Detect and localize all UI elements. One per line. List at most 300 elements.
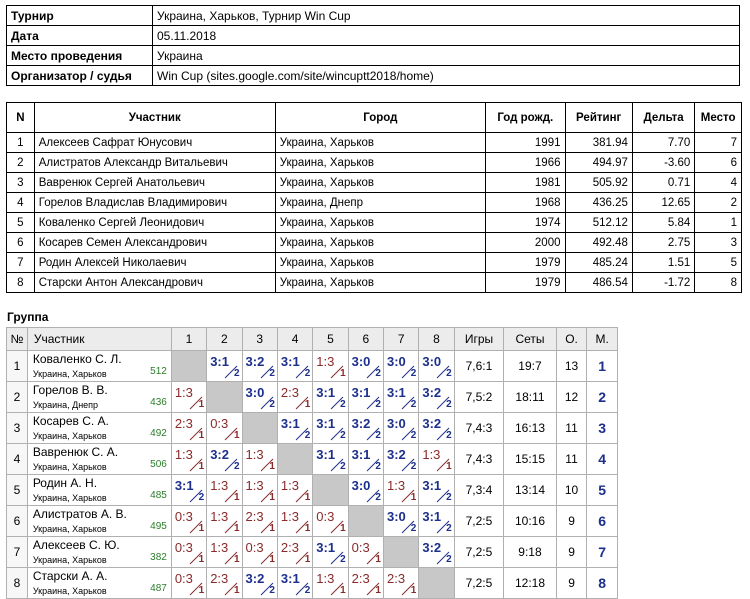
plist-header: Год рожд. bbox=[486, 103, 565, 133]
plist-cell: 8 bbox=[695, 273, 742, 293]
plist-header: Место bbox=[695, 103, 742, 133]
match-points: 2 bbox=[375, 368, 381, 379]
games-stat: 7,4:3 bbox=[454, 413, 504, 444]
plist-cell: Украина, Харьков bbox=[275, 253, 485, 273]
row-number: 1 bbox=[7, 351, 28, 382]
group-header: 1 bbox=[171, 328, 206, 351]
player-rating: 485 bbox=[150, 490, 167, 501]
match-points: 1 bbox=[304, 554, 311, 565]
match-result-cell bbox=[207, 475, 242, 506]
plist-cell: Косарев Семен Александрович bbox=[34, 233, 275, 253]
player-rating: 506 bbox=[150, 459, 167, 470]
plist-cell: 0.71 bbox=[632, 173, 694, 193]
plist-cell: 2 bbox=[7, 153, 35, 173]
match-result-cell bbox=[277, 537, 312, 568]
table-row bbox=[7, 537, 618, 568]
match-score: 1:3 bbox=[245, 447, 264, 462]
match-score: 3:0 bbox=[422, 354, 442, 369]
match-points: 2 bbox=[233, 461, 240, 472]
match-points: 2 bbox=[269, 368, 275, 379]
group-header: 5 bbox=[313, 328, 348, 351]
row-number: 3 bbox=[7, 413, 28, 444]
plist-cell: Украина, Харьков bbox=[275, 233, 485, 253]
match-points: 1 bbox=[340, 368, 346, 379]
match-points: 2 bbox=[410, 368, 417, 379]
match-result-cell bbox=[242, 382, 277, 413]
player-name: Горелов В. В. bbox=[32, 383, 108, 397]
player-city: Украина, Харьков bbox=[32, 431, 107, 441]
tournament-info-table bbox=[6, 5, 740, 86]
match-result-cell bbox=[348, 537, 383, 568]
player-rating: 487 bbox=[150, 583, 167, 594]
plist-cell: 12.65 bbox=[632, 193, 694, 213]
plist-cell: 485.24 bbox=[565, 253, 632, 273]
match-points: 2 bbox=[340, 430, 346, 441]
match-points: 1 bbox=[375, 585, 381, 596]
player-name: Алексеев С. Ю. bbox=[32, 538, 120, 552]
match-points: 1 bbox=[233, 430, 240, 441]
match-points: 1 bbox=[198, 554, 205, 565]
match-result-cell bbox=[277, 475, 312, 506]
plist-cell: Украина, Харьков bbox=[275, 213, 485, 233]
match-points: 2 bbox=[375, 399, 381, 410]
match-score: 1:3 bbox=[386, 478, 406, 493]
match-points: 1 bbox=[340, 585, 346, 596]
match-result-cell bbox=[313, 506, 348, 537]
match-result-cell bbox=[171, 382, 206, 413]
table-row bbox=[7, 133, 742, 153]
table-row bbox=[7, 173, 742, 193]
match-points: 2 bbox=[375, 461, 381, 472]
plist-cell: 1991 bbox=[486, 133, 565, 153]
points-stat: 9 bbox=[556, 537, 587, 568]
match-result-cell bbox=[383, 475, 418, 506]
match-result-cell bbox=[171, 506, 206, 537]
points-stat: 9 bbox=[556, 568, 587, 599]
match-result-cell bbox=[277, 382, 312, 413]
match-points: 1 bbox=[198, 399, 205, 410]
plist-cell: Горелов Владислав Владимирович bbox=[34, 193, 275, 213]
points-stat: 11 bbox=[556, 444, 587, 475]
self-cell bbox=[348, 506, 383, 537]
match-score: 3:1 bbox=[316, 416, 336, 431]
match-result-cell bbox=[242, 537, 277, 568]
sets-stat: 9:18 bbox=[504, 537, 557, 568]
self-cell bbox=[207, 382, 242, 413]
group-header: М. bbox=[587, 328, 618, 351]
table-row bbox=[7, 444, 618, 475]
match-score: 3:1 bbox=[386, 385, 406, 400]
match-points: 1 bbox=[269, 554, 275, 565]
plist-cell: Алексеев Сафрат Юнусович bbox=[34, 133, 275, 153]
plist-cell: 7 bbox=[7, 253, 35, 273]
place-stat: 2 bbox=[587, 382, 618, 413]
match-score: 1:3 bbox=[316, 571, 335, 586]
match-points: 1 bbox=[269, 461, 275, 472]
player-name: Алистратов А. В. bbox=[32, 507, 127, 521]
plist-cell: 1981 bbox=[486, 173, 565, 193]
group-header: О. bbox=[556, 328, 587, 351]
match-score: 3:1 bbox=[280, 354, 300, 369]
match-result-cell bbox=[419, 382, 454, 413]
match-points: 1 bbox=[410, 492, 417, 503]
plist-cell: Украина, Харьков bbox=[275, 173, 485, 193]
match-score: 1:3 bbox=[422, 447, 441, 462]
info-key: Организатор / судья bbox=[7, 66, 153, 86]
match-points: 2 bbox=[446, 492, 452, 503]
player-city: Украина, Харьков bbox=[32, 586, 107, 596]
self-cell bbox=[277, 444, 312, 475]
match-points: 2 bbox=[446, 399, 452, 410]
sets-stat: 13:14 bbox=[504, 475, 557, 506]
plist-header: Рейтинг bbox=[565, 103, 632, 133]
match-points: 2 bbox=[375, 492, 381, 503]
sets-stat: 18:11 bbox=[504, 382, 557, 413]
match-score: 2:3 bbox=[245, 509, 264, 524]
group-header: 3 bbox=[242, 328, 277, 351]
match-score: 1:3 bbox=[174, 385, 193, 400]
player-rating: 436 bbox=[150, 397, 167, 408]
plist-cell: Алистратов Александр Витальевич bbox=[34, 153, 275, 173]
player-cell bbox=[27, 413, 171, 444]
match-score: 1:3 bbox=[210, 509, 229, 524]
match-result-cell bbox=[383, 351, 418, 382]
plist-cell: -1.72 bbox=[632, 273, 694, 293]
games-stat: 7,2:5 bbox=[454, 506, 504, 537]
row-number: 6 bbox=[7, 506, 28, 537]
info-row bbox=[7, 66, 740, 86]
match-points: 2 bbox=[340, 399, 346, 410]
table-row bbox=[7, 253, 742, 273]
match-result-cell bbox=[277, 413, 312, 444]
match-score: 3:0 bbox=[351, 478, 371, 493]
match-points: 2 bbox=[304, 585, 311, 596]
player-name: Вавренюк С. А. bbox=[32, 445, 119, 459]
plist-cell: Коваленко Сергей Леонидович bbox=[34, 213, 275, 233]
match-points: 2 bbox=[410, 461, 417, 472]
plist-cell: 4 bbox=[695, 173, 742, 193]
group-crosstable bbox=[6, 327, 618, 599]
points-stat: 12 bbox=[556, 382, 587, 413]
player-cell bbox=[27, 475, 171, 506]
match-score: 0:3 bbox=[316, 509, 335, 524]
player-city: Украина, Харьков bbox=[32, 524, 107, 534]
group-header: Игры bbox=[454, 328, 504, 351]
group-header: 2 bbox=[207, 328, 242, 351]
match-score: 2:3 bbox=[280, 385, 299, 400]
match-points: 1 bbox=[410, 585, 417, 596]
match-points: 1 bbox=[340, 523, 346, 534]
match-score: 3:0 bbox=[351, 354, 371, 369]
match-result-cell bbox=[207, 413, 242, 444]
match-score: 3:1 bbox=[422, 509, 442, 524]
match-score: 3:0 bbox=[245, 385, 265, 400]
player-rating: 382 bbox=[150, 552, 167, 563]
player-rating: 512 bbox=[150, 366, 167, 377]
match-result-cell bbox=[313, 382, 348, 413]
match-score: 1:3 bbox=[210, 540, 229, 555]
match-points: 2 bbox=[233, 368, 240, 379]
match-points: 2 bbox=[410, 523, 417, 534]
sets-stat: 19:7 bbox=[504, 351, 557, 382]
place-stat: 7 bbox=[587, 537, 618, 568]
plist-cell: 4 bbox=[7, 193, 35, 213]
plist-cell: 1.51 bbox=[632, 253, 694, 273]
info-value: Украина bbox=[153, 46, 740, 66]
plist-cell: 436.25 bbox=[565, 193, 632, 213]
match-points: 1 bbox=[304, 523, 311, 534]
match-score: 3:1 bbox=[280, 416, 300, 431]
place-stat: 4 bbox=[587, 444, 618, 475]
place-stat: 1 bbox=[587, 351, 618, 382]
match-score: 3:2 bbox=[422, 540, 442, 555]
sets-stat: 10:16 bbox=[504, 506, 557, 537]
plist-cell: 2000 bbox=[486, 233, 565, 253]
match-result-cell bbox=[171, 444, 206, 475]
match-result-cell bbox=[419, 444, 454, 475]
games-stat: 7,6:1 bbox=[454, 351, 504, 382]
match-score: 3:1 bbox=[351, 447, 371, 462]
info-value: 05.11.2018 bbox=[153, 26, 740, 46]
match-score: 3:2 bbox=[386, 447, 406, 462]
match-result-cell bbox=[242, 351, 277, 382]
match-result-cell bbox=[419, 351, 454, 382]
player-name: Старски А. А. bbox=[32, 569, 108, 583]
match-points: 1 bbox=[233, 554, 240, 565]
table-row bbox=[7, 413, 618, 444]
plist-header: N bbox=[7, 103, 35, 133]
info-value: Украина, Харьков, Турнир Win Cup bbox=[153, 6, 740, 26]
match-points: 2 bbox=[375, 430, 381, 441]
info-row bbox=[7, 6, 740, 26]
match-points: 1 bbox=[375, 554, 381, 565]
plist-cell: Украина, Харьков bbox=[275, 273, 485, 293]
plist-cell: Украина, Днепр bbox=[275, 193, 485, 213]
sets-stat: 16:13 bbox=[504, 413, 557, 444]
match-score: 3:1 bbox=[316, 447, 336, 462]
match-points: 1 bbox=[233, 585, 240, 596]
plist-cell: 381.94 bbox=[565, 133, 632, 153]
match-score: 3:2 bbox=[351, 416, 371, 431]
group-header: 6 bbox=[348, 328, 383, 351]
plist-cell: 505.92 bbox=[565, 173, 632, 193]
row-number: 2 bbox=[7, 382, 28, 413]
match-result-cell bbox=[207, 506, 242, 537]
match-result-cell bbox=[348, 351, 383, 382]
match-score: 3:1 bbox=[174, 478, 194, 493]
place-stat: 8 bbox=[587, 568, 618, 599]
self-cell bbox=[313, 475, 348, 506]
match-result-cell bbox=[242, 506, 277, 537]
plist-cell: 512.12 bbox=[565, 213, 632, 233]
match-score: 3:1 bbox=[316, 540, 336, 555]
match-score: 0:3 bbox=[174, 509, 193, 524]
row-number: 8 bbox=[7, 568, 28, 599]
match-points: 2 bbox=[410, 430, 417, 441]
self-cell bbox=[383, 537, 418, 568]
match-score: 0:3 bbox=[174, 571, 193, 586]
match-result-cell bbox=[313, 351, 348, 382]
games-stat: 7,2:5 bbox=[454, 537, 504, 568]
match-score: 1:3 bbox=[245, 478, 264, 493]
self-cell bbox=[242, 413, 277, 444]
table-row bbox=[7, 506, 618, 537]
games-stat: 7,4:3 bbox=[454, 444, 504, 475]
player-cell bbox=[27, 506, 171, 537]
points-stat: 10 bbox=[556, 475, 587, 506]
match-points: 2 bbox=[304, 368, 311, 379]
plist-cell: 8 bbox=[7, 273, 35, 293]
plist-cell: 3 bbox=[695, 233, 742, 253]
match-score: 1:3 bbox=[280, 509, 299, 524]
info-key: Место проведения bbox=[7, 46, 153, 66]
match-points: 2 bbox=[446, 368, 452, 379]
group-header: № bbox=[7, 328, 28, 351]
plist-cell: 1979 bbox=[486, 253, 565, 273]
group-header: 7 bbox=[383, 328, 418, 351]
match-result-cell bbox=[419, 506, 454, 537]
row-number: 5 bbox=[7, 475, 28, 506]
match-result-cell bbox=[171, 475, 206, 506]
match-result-cell bbox=[313, 537, 348, 568]
plist-cell: 1966 bbox=[486, 153, 565, 173]
match-score: 3:1 bbox=[351, 385, 371, 400]
match-score: 1:3 bbox=[316, 354, 335, 369]
match-score: 3:1 bbox=[422, 478, 442, 493]
player-cell bbox=[27, 351, 171, 382]
match-result-cell bbox=[313, 413, 348, 444]
match-score: 1:3 bbox=[210, 478, 229, 493]
sets-stat: 12:18 bbox=[504, 568, 557, 599]
player-name: Косарев С. А. bbox=[32, 414, 109, 428]
games-stat: 7,2:5 bbox=[454, 568, 504, 599]
player-city: Украина, Харьков bbox=[32, 462, 107, 472]
info-row bbox=[7, 46, 740, 66]
match-points: 1 bbox=[198, 523, 205, 534]
match-points: 1 bbox=[269, 492, 275, 503]
plist-cell: 3 bbox=[7, 173, 35, 193]
place-stat: 6 bbox=[587, 506, 618, 537]
match-score: 1:3 bbox=[280, 478, 299, 493]
points-stat: 13 bbox=[556, 351, 587, 382]
match-score: 3:2 bbox=[422, 385, 442, 400]
plist-cell: 5 bbox=[7, 213, 35, 233]
match-points: 2 bbox=[198, 492, 205, 503]
plist-cell: 1979 bbox=[486, 273, 565, 293]
match-score: 0:3 bbox=[351, 540, 370, 555]
match-result-cell bbox=[348, 382, 383, 413]
player-name: Родин А. Н. bbox=[32, 476, 98, 490]
match-points: 2 bbox=[446, 523, 452, 534]
plist-cell: 6 bbox=[7, 233, 35, 253]
match-score: 3:0 bbox=[386, 509, 406, 524]
table-row bbox=[7, 273, 742, 293]
plist-cell: 1 bbox=[695, 213, 742, 233]
match-score: 1:3 bbox=[174, 447, 193, 462]
games-stat: 7,5:2 bbox=[454, 382, 504, 413]
plist-cell: 5.84 bbox=[632, 213, 694, 233]
plist-header: Участник bbox=[34, 103, 275, 133]
table-row bbox=[7, 153, 742, 173]
plist-cell: 1968 bbox=[486, 193, 565, 213]
match-score: 3:0 bbox=[386, 416, 406, 431]
match-score: 2:3 bbox=[174, 416, 193, 431]
match-result-cell bbox=[171, 537, 206, 568]
match-score: 3:1 bbox=[210, 354, 229, 369]
match-points: 2 bbox=[340, 461, 346, 472]
match-score: 3:2 bbox=[245, 571, 265, 586]
info-key: Дата bbox=[7, 26, 153, 46]
match-points: 1 bbox=[198, 585, 205, 596]
match-points: 2 bbox=[446, 554, 452, 565]
match-points: 1 bbox=[233, 492, 240, 503]
match-score: 3:1 bbox=[280, 571, 300, 586]
table-row bbox=[7, 475, 618, 506]
plist-cell: Вавренюк Сергей Анатольевич bbox=[34, 173, 275, 193]
match-score: 3:2 bbox=[422, 416, 442, 431]
sets-stat: 15:15 bbox=[504, 444, 557, 475]
points-stat: 9 bbox=[556, 506, 587, 537]
player-cell bbox=[27, 382, 171, 413]
match-result-cell bbox=[383, 506, 418, 537]
match-points: 2 bbox=[340, 554, 346, 565]
player-cell bbox=[27, 444, 171, 475]
plist-cell: 1974 bbox=[486, 213, 565, 233]
match-result-cell bbox=[313, 444, 348, 475]
place-stat: 3 bbox=[587, 413, 618, 444]
match-result-cell bbox=[277, 506, 312, 537]
match-score: 3:2 bbox=[210, 447, 229, 462]
match-result-cell bbox=[207, 351, 242, 382]
match-result-cell bbox=[383, 413, 418, 444]
plist-header: Город bbox=[275, 103, 485, 133]
games-stat: 7,3:4 bbox=[454, 475, 504, 506]
plist-cell: 494.97 bbox=[565, 153, 632, 173]
plist-cell: 5 bbox=[695, 253, 742, 273]
match-result-cell bbox=[207, 444, 242, 475]
group-header: 8 bbox=[419, 328, 454, 351]
match-points: 1 bbox=[304, 399, 311, 410]
plist-cell: 6 bbox=[695, 153, 742, 173]
plist-cell: Старски Антон Александрович bbox=[34, 273, 275, 293]
player-rating: 492 bbox=[150, 428, 167, 439]
plist-cell: 492.48 bbox=[565, 233, 632, 253]
match-result-cell bbox=[348, 444, 383, 475]
plist-cell: Родин Алексей Николаевич bbox=[34, 253, 275, 273]
table-row bbox=[7, 213, 742, 233]
match-result-cell bbox=[277, 351, 312, 382]
plist-cell: 2 bbox=[695, 193, 742, 213]
plist-cell: 7.70 bbox=[632, 133, 694, 153]
self-cell bbox=[171, 351, 206, 382]
plist-cell: -3.60 bbox=[632, 153, 694, 173]
info-value: Win Cup (sites.google.com/site/wincuptt2018/home) bbox=[153, 66, 740, 86]
plist-cell: 7 bbox=[695, 133, 742, 153]
match-result-cell bbox=[383, 444, 418, 475]
match-result-cell bbox=[348, 413, 383, 444]
match-result-cell bbox=[419, 413, 454, 444]
player-city: Украина, Днепр bbox=[32, 400, 99, 410]
plist-cell: Украина, Харьков bbox=[275, 153, 485, 173]
player-city: Украина, Харьков bbox=[32, 493, 107, 503]
group-header: Участник bbox=[27, 328, 171, 351]
info-key: Турнир bbox=[7, 6, 153, 26]
points-stat: 11 bbox=[556, 413, 587, 444]
match-score: 0:3 bbox=[245, 540, 264, 555]
match-points: 1 bbox=[198, 461, 205, 472]
match-score: 3:2 bbox=[245, 354, 265, 369]
player-cell bbox=[27, 537, 171, 568]
